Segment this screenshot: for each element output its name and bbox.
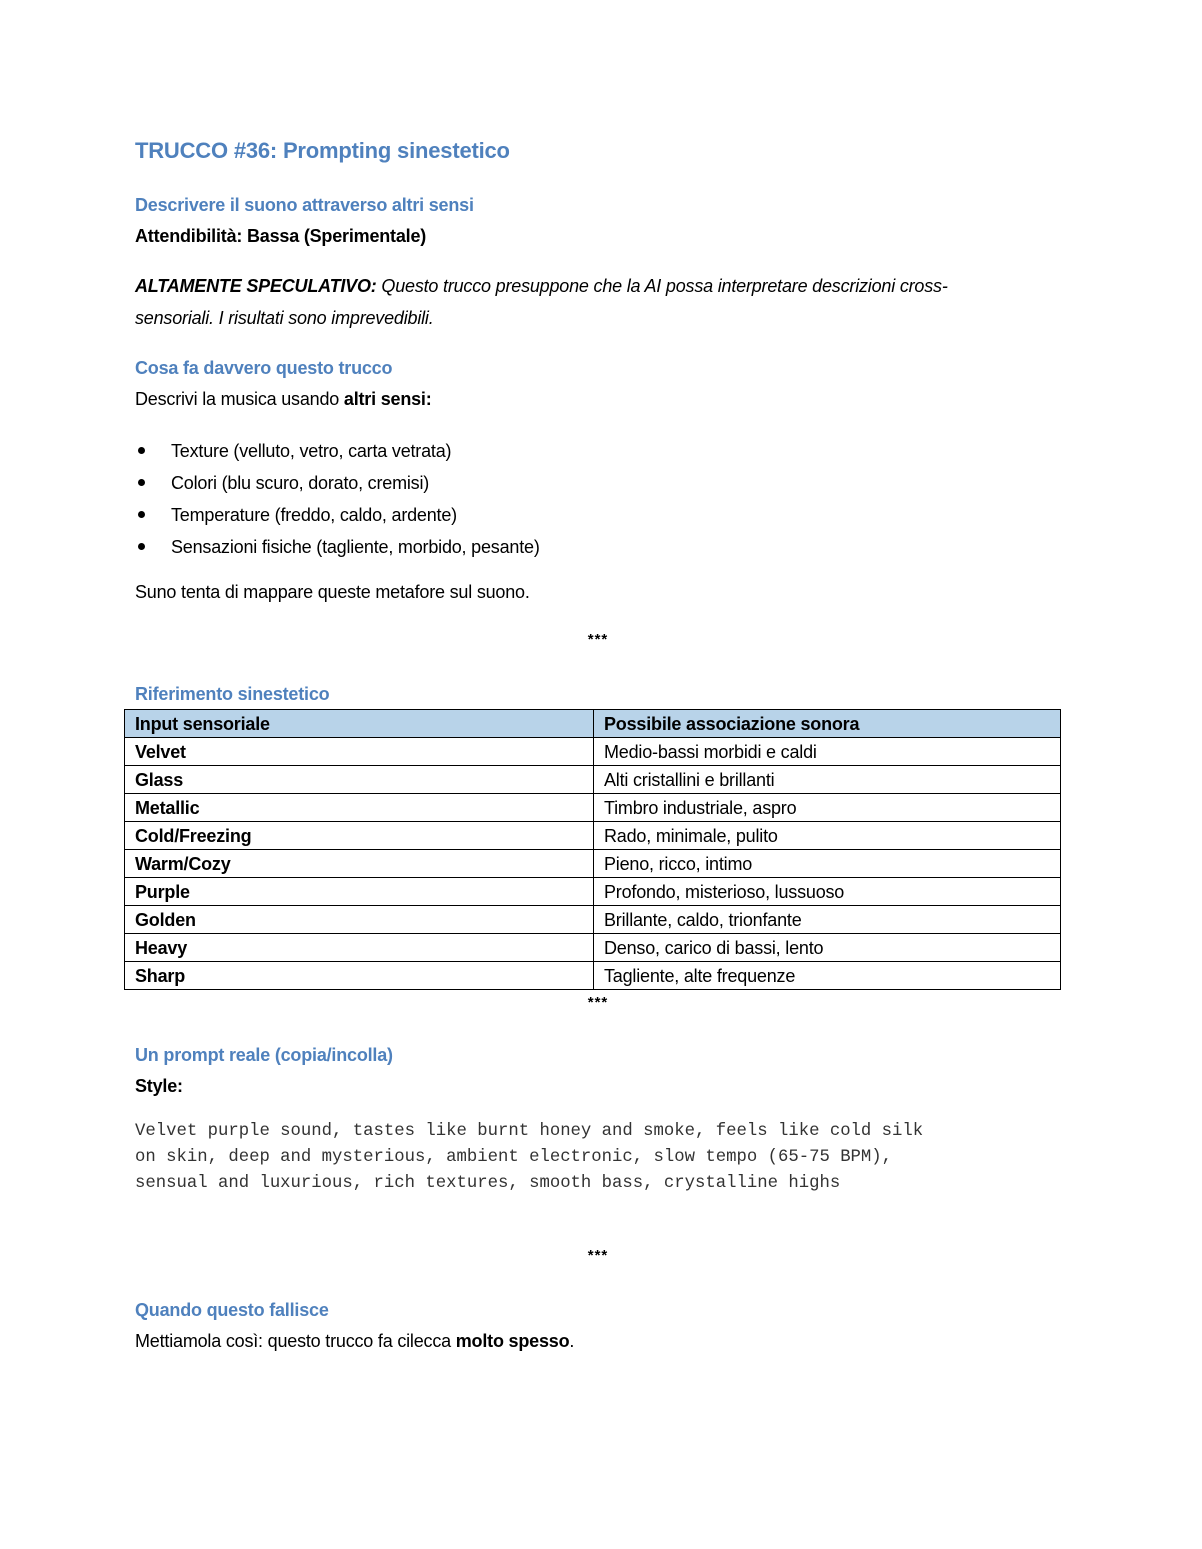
list-item xyxy=(135,534,1061,560)
table-row xyxy=(125,850,1061,878)
list-item-text: Sensazioni fisiche (tagliente, morbido, pesante) xyxy=(171,537,540,557)
table-row xyxy=(125,738,1061,766)
table-row xyxy=(125,822,1061,850)
input-cell: Golden xyxy=(125,906,594,934)
warning-paragraph xyxy=(135,273,1061,299)
prompt-style-label: Style: xyxy=(135,1076,183,1096)
section-what-intro xyxy=(135,386,1061,412)
prompt-code-block[interactable] xyxy=(135,1119,1061,1197)
list-item xyxy=(135,502,1061,528)
prompt-line: Velvet purple sound, tastes like burnt honey and smoke, feels like cold silk xyxy=(135,1122,924,1141)
failure-plain-text: Mettiamola così: questo trucco fa cilecca xyxy=(135,1331,456,1351)
table-row xyxy=(125,906,1061,934)
separator: *** xyxy=(587,994,609,1011)
table-row xyxy=(125,934,1061,962)
synesthetic-reference-table xyxy=(124,709,1061,990)
failure-end-text: . xyxy=(569,1331,575,1351)
reference-heading: Riferimento sinestetico xyxy=(135,684,330,704)
prompt-line: sensual and luxurious, rich textures, smooth bass, crystalline highs xyxy=(135,1174,841,1193)
intro-plain-text: Descrivi la musica usando xyxy=(135,389,344,409)
prompt-heading: Un prompt reale (copia/incolla) xyxy=(135,1045,393,1065)
intro-bold-text: altri sensi: xyxy=(343,389,432,409)
input-cell: Metallic xyxy=(125,794,594,822)
column-header-association: Possibile associazione sonora xyxy=(594,710,1061,738)
input-cell: Glass xyxy=(125,766,594,794)
input-cell: Velvet xyxy=(125,738,594,766)
association-cell: Tagliente, alte frequenze xyxy=(594,962,1061,990)
failure-heading: Quando questo fallisce xyxy=(135,1300,329,1320)
table-row xyxy=(125,794,1061,822)
page-title: TRUCCO #36: Prompting sinestetico xyxy=(135,138,510,163)
table-row xyxy=(125,962,1061,990)
prompt-line: on skin, deep and mysterious, ambient electronic, slow tempo (65-75 BPM), xyxy=(135,1148,893,1167)
reliability-label: Attendibilità: Bassa (Sperimentale) xyxy=(135,226,427,246)
association-cell: Rado, minimale, pulito xyxy=(594,822,1061,850)
senses-bullet-list xyxy=(135,438,1061,560)
association-cell: Brillante, caldo, trionfante xyxy=(594,906,1061,934)
list-item xyxy=(135,438,1061,464)
section-what-outro: Suno tenta di mappare queste metafore sul suono. xyxy=(135,582,530,602)
separator: *** xyxy=(587,631,609,648)
column-header-input: Input sensoriale xyxy=(125,710,594,738)
section-what-heading: Cosa fa davvero questo trucco xyxy=(135,358,393,378)
failure-text xyxy=(135,1328,1061,1354)
list-item-text: Colori (blu scuro, dorato, cremisi) xyxy=(171,473,430,493)
association-cell: Alti cristallini e brillanti xyxy=(594,766,1061,794)
table-row xyxy=(125,766,1061,794)
association-cell: Profondo, misterioso, lussuoso xyxy=(594,878,1061,906)
separator: *** xyxy=(587,1247,609,1264)
input-cell: Purple xyxy=(125,878,594,906)
input-cell: Warm/Cozy xyxy=(125,850,594,878)
association-cell: Denso, carico di bassi, lento xyxy=(594,934,1061,962)
subtitle-heading: Descrivere il suono attraverso altri sensi xyxy=(135,195,474,215)
bullet-icon xyxy=(138,479,145,486)
list-item-text: Texture (velluto, vetro, carta vetrata) xyxy=(171,441,452,461)
input-cell: Cold/Freezing xyxy=(125,822,594,850)
list-item xyxy=(135,470,1061,496)
table-header-row xyxy=(125,710,1061,738)
table-row xyxy=(125,878,1061,906)
bullet-icon xyxy=(138,447,145,454)
failure-bold-text: molto spesso xyxy=(455,1331,570,1351)
input-cell: Sharp xyxy=(125,962,594,990)
input-cell: Heavy xyxy=(125,934,594,962)
bullet-icon xyxy=(138,511,145,518)
association-cell: Timbro industriale, aspro xyxy=(594,794,1061,822)
association-cell: Medio-bassi morbidi e caldi xyxy=(594,738,1061,766)
bullet-icon xyxy=(138,543,145,550)
list-item-text: Temperature (freddo, caldo, ardente) xyxy=(171,505,457,525)
warning-label: ALTAMENTE SPECULATIVO: xyxy=(135,276,377,296)
warning-line-2: sensoriali. I risultati sono imprevedibili. xyxy=(135,308,434,328)
association-cell: Pieno, ricco, intimo xyxy=(594,850,1061,878)
warning-text-1: Questo trucco presuppone che la AI possa interpretare descrizioni cross- xyxy=(376,276,948,296)
